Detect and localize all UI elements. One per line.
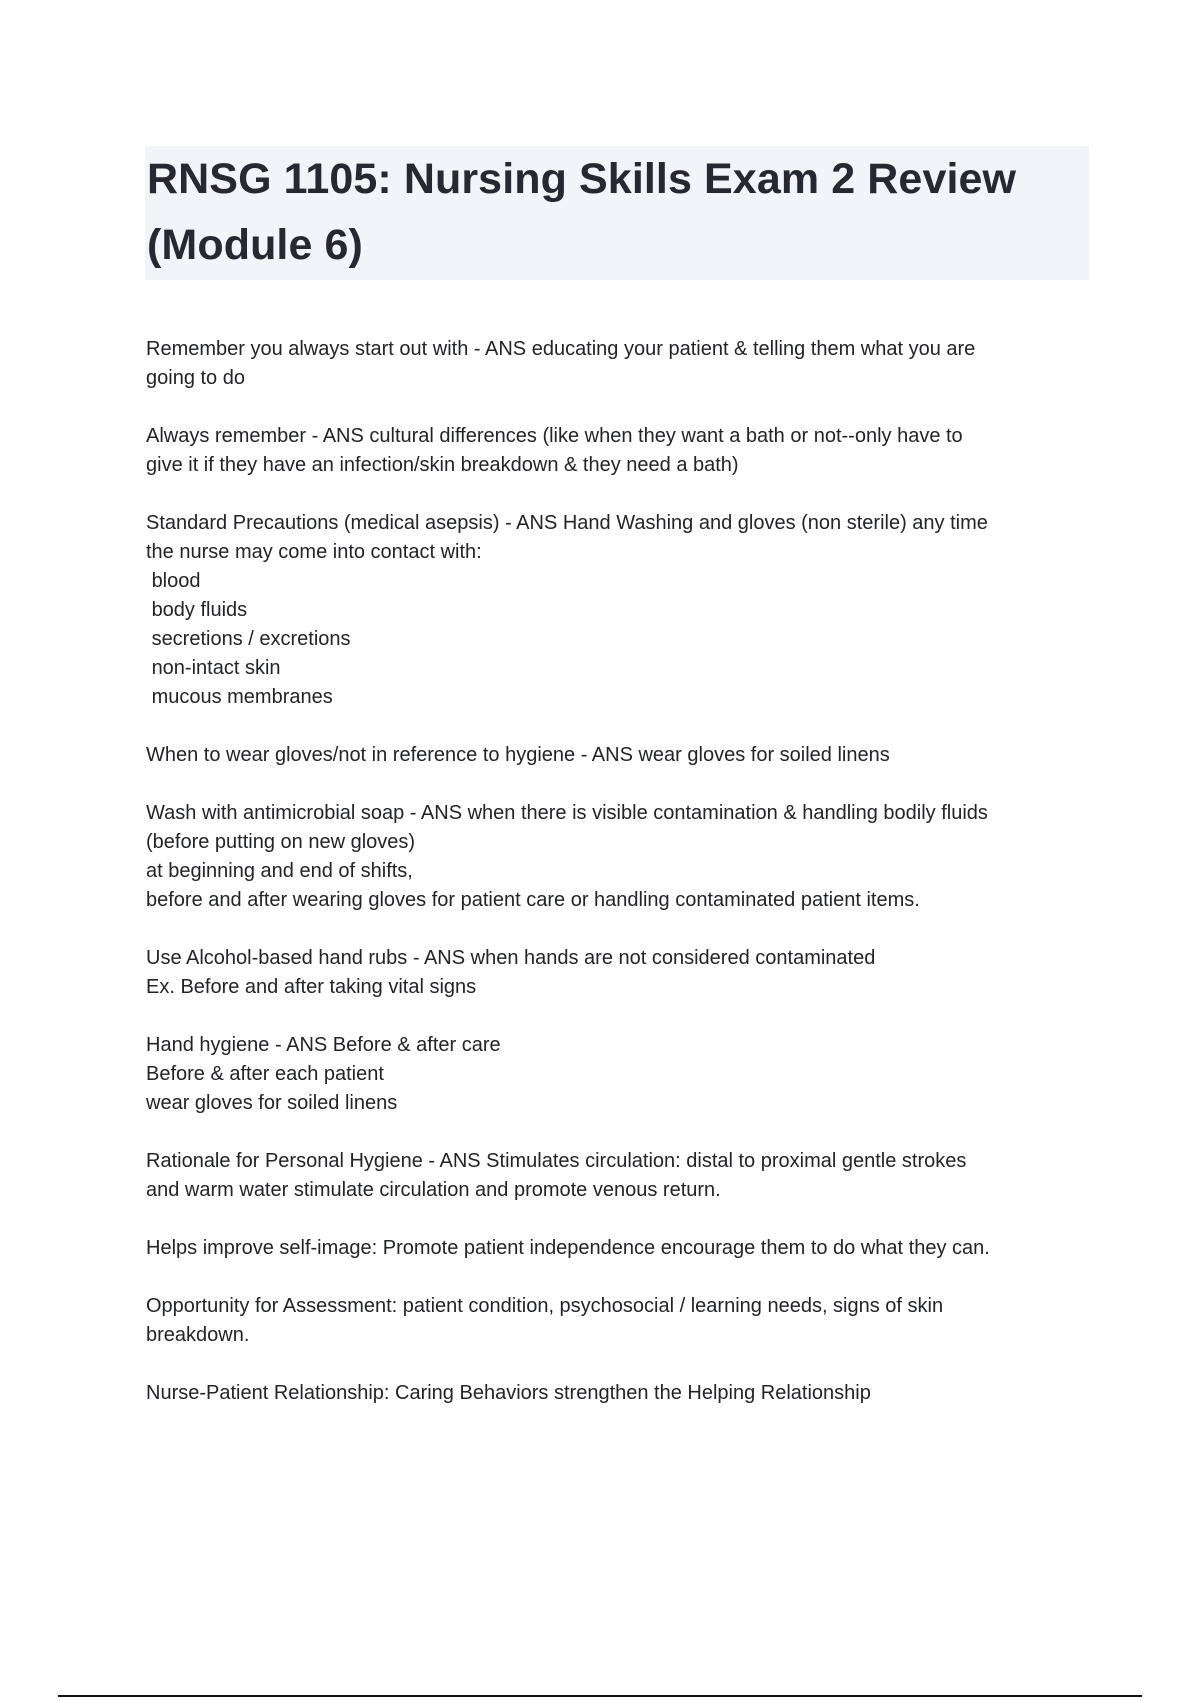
entry-line: (before putting on new gloves) [146,831,416,853]
entry-line: secretions / excretions [146,628,351,650]
entry-line: Hand hygiene - ANS Before & after care [146,1034,501,1056]
entry-line: Remember you always start out with - ANS educating your patient & telling them what you are [146,338,976,360]
study-entry [146,422,1096,480]
entry-line: Always remember - ANS cultural differences (like when they want a bath or not--only have to [146,425,963,447]
entry-line: body fluids [146,599,248,621]
study-entry [146,1379,1096,1408]
entry-line: Helps improve self-image: Promote patient independence encourage them to do what they can. [146,1237,990,1259]
entry-line: Opportunity for Assessment: patient condition, psychosocial / learning needs, signs of skin [146,1295,944,1317]
document-body [146,335,1096,1437]
entry-line: breakdown. [146,1324,250,1346]
study-entry [146,335,1096,393]
entry-line: give it if they have an infection/skin breakdown & they need a bath) [146,454,739,476]
study-entry [146,799,1096,915]
study-entry [146,1031,1096,1118]
entry-line: Nurse-Patient Relationship: Caring Behaviors strengthen the Helping Relationship [146,1382,871,1404]
entry-line: When to wear gloves/not in reference to hygiene - ANS wear gloves for soiled linens [146,744,890,766]
entry-line: blood [146,570,201,592]
entry-line: Use Alcohol-based hand rubs - ANS when hands are not considered contaminated [146,947,876,969]
entry-line: Wash with antimicrobial soap - ANS when there is visible contamination & handling bodily fluids [146,802,988,824]
title-line-1: RNSG 1105: Nursing Skills Exam 2 Review [147,155,1017,203]
entry-line: Rationale for Personal Hygiene - ANS Stimulates circulation: distal to proximal gentle strokes [146,1150,967,1172]
entry-line: wear gloves for soiled linens [146,1092,398,1114]
entry-line: Standard Precautions (medical asepsis) - ANS Hand Washing and gloves (non sterile) any time [146,512,988,534]
entry-line: going to do [146,367,245,389]
title-banner [145,146,1089,280]
entry-line: non-intact skin [146,657,281,679]
entry-line: mucous membranes [146,686,333,708]
title-line-2: (Module 6) [147,221,363,269]
study-entry [146,1234,1096,1263]
entry-line: Ex. Before and after taking vital signs [146,976,477,998]
footer-divider [58,1695,1142,1697]
entry-line: and warm water stimulate circulation and promote venous return. [146,1179,721,1201]
study-entry [146,944,1096,1002]
document-title [147,146,1089,278]
entry-line: Before & after each patient [146,1063,384,1085]
study-entry [146,509,1096,712]
entry-line: the nurse may come into contact with: [146,541,482,563]
entry-line: at beginning and end of shifts, [146,860,413,882]
study-entry [146,741,1096,770]
entry-line: before and after wearing gloves for patient care or handling contaminated patient items. [146,889,920,911]
study-entry [146,1147,1096,1205]
study-entry [146,1292,1096,1350]
